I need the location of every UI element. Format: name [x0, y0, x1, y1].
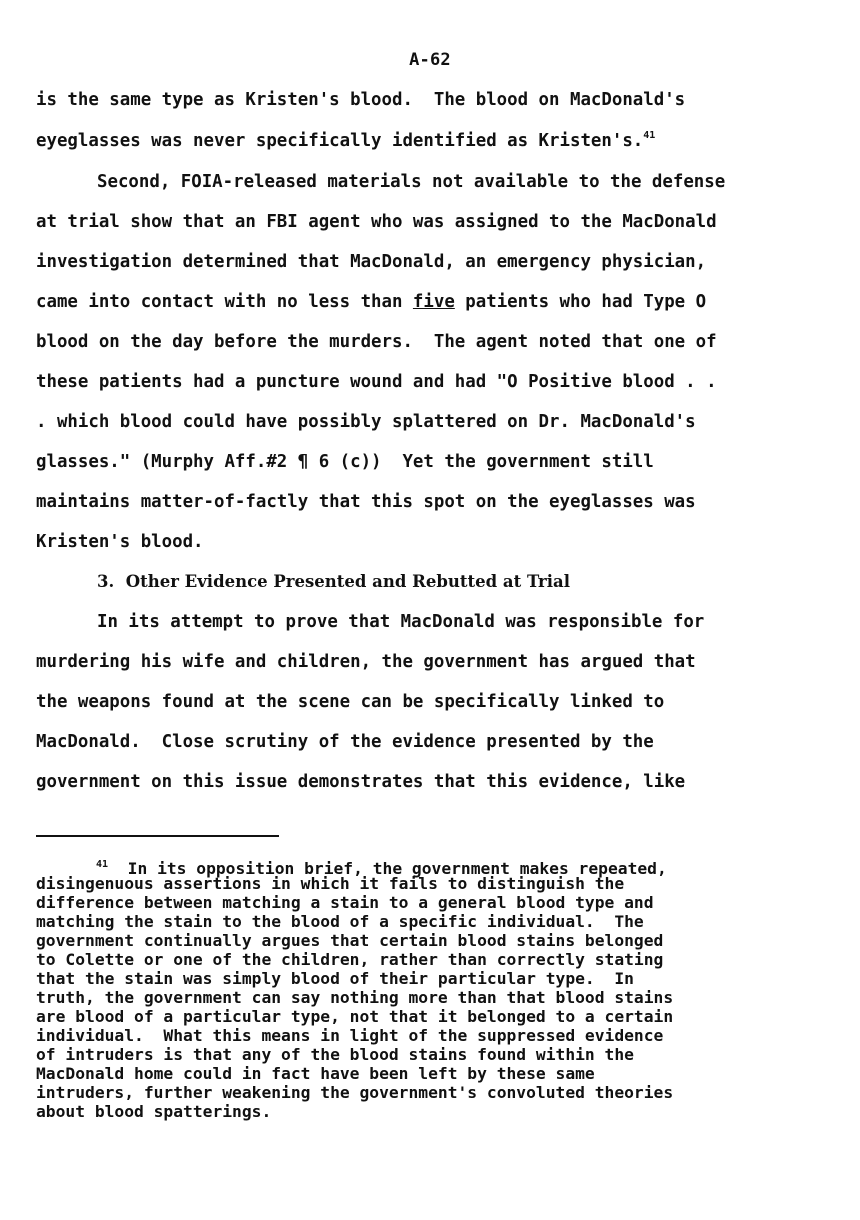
- footnote-line: truth, the government can say nothing more than that blood stains: [36, 988, 674, 1007]
- footnote-line: that the stain was simply blood of their particular type. In: [36, 969, 634, 988]
- body-line: government on this issue demonstrates that this evidence, like: [36, 772, 686, 792]
- footnote-line: about blood spatterings.: [36, 1102, 272, 1121]
- body-line: Kristen's blood.: [36, 532, 204, 552]
- footnote-line: difference between matching a stain to a general blood type and: [36, 893, 654, 912]
- section-heading: 3. Other Evidence Presented and Rebutted at Trial: [97, 572, 570, 591]
- footnote-line: individual. What this means in light of the suppressed evidence: [36, 1026, 664, 1045]
- body-line: at trial show that an FBI agent who was assigned to the MacDonald: [36, 212, 717, 232]
- footnote-line: disingenuous assertions in which it fails to distinguish the: [36, 874, 625, 893]
- body-line: MacDonald. Close scrutiny of the evidence presented by the: [36, 732, 654, 752]
- body-line: these patients had a puncture wound and had "O Positive blood . .: [36, 372, 717, 392]
- footnote-separator: [36, 835, 279, 837]
- body-line: the weapons found at the scene can be specifically linked to: [36, 692, 665, 712]
- footnote-line: $^{41}$ In its opposition brief, the government makes repeated,: [96, 859, 667, 878]
- footnote-line: matching the stain to the blood of a specific individual. The: [36, 912, 644, 931]
- footnote-line: government continually argues that certain blood stains belonged: [36, 931, 664, 950]
- body-line: investigation determined that MacDonald, an emergency physician,: [36, 252, 707, 272]
- footnote-reference: 41: [643, 130, 656, 141]
- footnote-line: are blood of a particular type, not that it belonged to a certain: [36, 1007, 674, 1026]
- body-line: glasses." (Murphy Aff.#2 ¶ 6 (c)) Yet the government still: [36, 452, 654, 472]
- body-line: Second, FOIA-released materials not available to the defense: [97, 172, 726, 192]
- footnote-line: to Colette or one of the children, rather than correctly stating: [36, 950, 664, 969]
- footnote-mark: 41: [96, 859, 109, 870]
- body-line: murdering his wife and children, the government has argued that: [36, 652, 696, 672]
- page-number: A-62: [409, 50, 451, 70]
- footnote-line: of intruders is that any of the blood stains found within the: [36, 1045, 634, 1064]
- body-line: blood on the day before the murders. The agent noted that one of: [36, 332, 717, 352]
- emphasized-word: five: [412, 292, 455, 312]
- body-line: . which blood could have possibly splattered on Dr. MacDonald's: [36, 412, 696, 432]
- footnote-line: MacDonald home could in fact have been left by these same: [36, 1064, 595, 1083]
- body-line: eyeglasses was never specifically identified as Kristen's.$^{41}$: [36, 130, 656, 151]
- body-line: maintains matter-of-factly that this spot on the eyeglasses was: [36, 492, 696, 512]
- body-line: is the same type as Kristen's blood. The blood on MacDonald's: [36, 90, 686, 110]
- footnote-line: intruders, further weakening the government's convoluted theories: [36, 1083, 674, 1102]
- body-line: came into contact with no less than five patients who had Type O: [36, 292, 707, 312]
- body-line: In its attempt to prove that MacDonald was responsible for: [97, 612, 705, 632]
